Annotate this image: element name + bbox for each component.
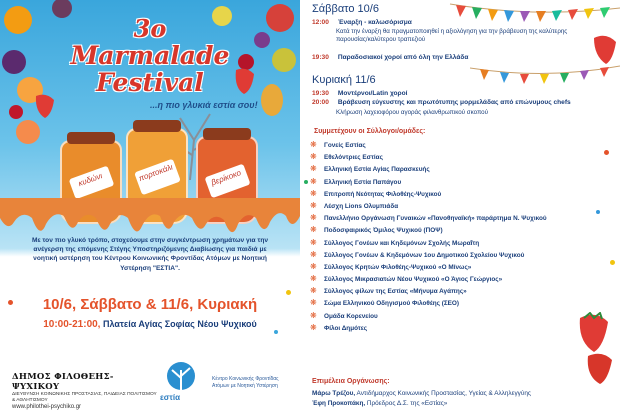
bullet-icon: ❋ (310, 310, 317, 320)
associations-heading: Συμμετέχουν οι Σύλλογοι/ομάδες: (314, 128, 426, 135)
bullet-icon: ❋ (310, 286, 317, 296)
list-item (310, 249, 600, 261)
list-item (310, 212, 600, 224)
program-time: 12:00 (312, 19, 329, 26)
festival-program (300, 0, 620, 414)
festival-time-venue (20, 319, 280, 330)
list-item (310, 273, 600, 285)
strawberry-icon (594, 36, 616, 64)
saturday-heading: Σάββατο 10/6 (312, 3, 379, 15)
association-name: Σύλλογος Γονέων και Κηδεμόνων Σχολής Μωραΐτη (324, 239, 480, 247)
confetti-dot (304, 180, 308, 184)
festival-venue: Πλατεία Αγίας Σοφίας Νέου Ψυχικού (102, 319, 257, 329)
poster-description: Με τον πιο γλυκό τρόπο, στοχεύουμε στην συγκέντρωση χρημάτων για την ανέγερση της επόμενης Στέγης Υποστηριζόμενης Διαβίωσης για παιδιά με νοητική υστέρηση του Κέντρου Κοινωνικής Φροντίδας Ατόμων με Νοητική Υστέρηση "ΕΣΤΙΑ". (31, 237, 269, 272)
confetti-dot (8, 300, 13, 305)
list-item (310, 322, 600, 334)
list-item (310, 200, 600, 212)
confetti-dot (610, 260, 615, 265)
association-name: Σύλλογος Κρητών Φιλοθέης-Ψυχικού «Ο Μίνως» (324, 263, 472, 271)
bullet-icon: ❋ (310, 213, 317, 223)
list-item (310, 237, 600, 249)
bullet-icon: ❋ (310, 261, 317, 271)
municipality-department: ΔΙΕΥΘΥΝΣΗ ΚΟΙΝΩΝΙΚΗΣ ΠΡΟΣΤΑΣΙΑΣ, ΠΑΙΔΕΙΑΣ ΠΟΛΙΤΙΣΜΟΥ & ΑΘΛΗΤΙΣΜΟΥ (12, 392, 157, 403)
association-name: Σύλλογος Γονέων & Κηδεμόνων 1ου Δημοτικού Σχολείου Ψυχικού (324, 251, 525, 259)
municipality-block (12, 372, 160, 410)
bullet-icon: ❋ (310, 188, 317, 198)
bullet-icon: ❋ (310, 237, 317, 247)
organizer-item (312, 390, 531, 398)
program-item (312, 99, 571, 107)
list-item (310, 297, 600, 309)
grape-fruit-icon (254, 32, 270, 48)
list-item (310, 310, 600, 322)
festival-poster (0, 0, 300, 414)
bullet-icon: ❋ (310, 298, 317, 308)
organizer-item (312, 400, 447, 408)
bullet-icon: ❋ (310, 164, 317, 174)
pear-fruit-icon (272, 48, 296, 72)
list-item (310, 285, 600, 297)
municipality-name: ΔΗΜΟΣ ΦΙΛΟΘΕΗΣ-ΨΥΧΙΚΟΥ (12, 372, 114, 392)
list-item (310, 151, 600, 163)
sunday-heading: Κυριακή 11/6 (312, 74, 376, 86)
confetti-dot (274, 330, 278, 334)
jar-label: κυδώνι (68, 166, 113, 199)
bullet-icon: ❋ (310, 322, 317, 332)
organizer-name: Έφη Προκοπάκη, (312, 400, 366, 407)
bullet-icon: ❋ (310, 249, 317, 259)
strawberry-decoration-top (590, 32, 620, 72)
association-name: Ελληνική Εστία Παπάγου (324, 178, 402, 186)
bullet-icon: ❋ (310, 140, 317, 149)
organizer-role: Πρόεδρος Δ.Σ. της «Εστίας» (366, 400, 448, 407)
association-name: Πανελλήνιο Οργάνωση Γυναικών «Πανοθηναϊκή» παράρτημα Ν. Ψυχικού (324, 215, 547, 223)
association-name: Λέσχη Lions Ολυμπιάδα (324, 202, 399, 210)
association-name: Ελληνική Εστία Αγίας Παρασκευής (324, 166, 430, 174)
associations-list (310, 139, 600, 334)
municipality-website[interactable]: www.philothei-psychiko.gr (12, 404, 82, 410)
festival-edition: 3ο (133, 14, 167, 43)
organizer-name: Μάρω Τρέζου, (312, 390, 356, 397)
bullet-icon: ❋ (310, 274, 317, 284)
strawberry-decoration (570, 312, 620, 392)
list-item (310, 163, 600, 175)
festival-dates: 10/6, Σάββατο & 11/6, Κυριακή (42, 296, 258, 313)
confetti-dot (286, 290, 291, 295)
program-item (312, 19, 412, 27)
jar-label: πορτοκάλι (134, 159, 180, 195)
list-item (310, 139, 600, 151)
confetti-dot (596, 210, 600, 214)
list-item (310, 176, 600, 188)
cherry-fruit-icon (9, 105, 23, 119)
bullet-icon: ❋ (310, 225, 317, 235)
festival-name-line2: Festival (96, 68, 204, 97)
confetti-dot (604, 150, 609, 155)
estia-center-name: Κέντρο Κοινωνικής Φροντίδας Ατόμων με Νοητική Υστέρηση (212, 376, 279, 389)
program-event: Βράβευση εύγευστης και πρωτότυπης μορμελάδας από επώνυμους chefs (337, 99, 571, 106)
program-time: 19:30 (312, 90, 329, 97)
list-item (310, 188, 600, 200)
plum-fruit-icon (2, 50, 26, 74)
association-name: Εθελόντριες Εστίας (324, 154, 383, 162)
list-item (310, 224, 600, 236)
program-note: Κλήρωση λαχειοφόρου αγοράς φιλανθρωπικού σκοπού (336, 109, 488, 116)
association-name: Φίλοι Δημότες (324, 324, 368, 332)
association-name: Ποδοσφαιρικός Όμιλος Ψυχικού (ΠΟΨ) (324, 227, 443, 235)
organizers-heading: Επιμέλεια Οργάνωσης: (312, 378, 390, 385)
strawberry-icon (588, 354, 612, 384)
program-time: 19:30 (312, 54, 329, 61)
estia-logo-text: εστία (160, 393, 180, 402)
festival-subtitle: ...η πιο γλυκιά εστία σου! (150, 100, 258, 110)
bullet-icon: ❋ (310, 200, 317, 210)
association-name: Ομάδα Κορενείου (324, 312, 378, 320)
strawberry-icon (580, 315, 608, 352)
festival-title (60, 16, 240, 96)
bullet-icon: ❋ (310, 176, 317, 186)
program-item (312, 90, 408, 98)
festival-hours: 10:00-21:00, (43, 319, 101, 330)
association-name: Σώμα Ελληνικού Οδηγισμού Φιλοθέης (ΣΕΟ) (324, 300, 460, 308)
jar-label: βερίκοκο (204, 164, 250, 198)
list-item (310, 261, 600, 273)
program-note: Κατά την έναρξη θα πραγματοποιηθεί η αξιολόγηση για την βράβευση της καλύτερης παρουσίας/καλύτερου τραπεζιού (336, 28, 568, 43)
association-name: Σύλλογος φίλων της Εστίας «Μήνυμα Αγάπης» (324, 288, 467, 296)
program-event: Παραδοσιακοί χοροί από όλη την Ελλάδα (337, 54, 469, 61)
festival-name-line1: Marmalade (70, 41, 230, 70)
program-item (312, 54, 468, 62)
cherry2-fruit-icon (238, 54, 254, 70)
association-name: Γονείς Εστίας (324, 142, 366, 149)
organizer-role: Αντιδήμαρχος Κοινωνικής Προστασίας, Υγείας & Αλληλεγγύης (356, 390, 531, 397)
association-name: Σύλλογος Μικρασιατών Νέου Ψυχικού «Ο Άγιος Γεώργιος» (324, 276, 503, 284)
program-event: Μοντέρνοι/Latin χοροί (337, 90, 408, 97)
bullet-icon: ❋ (310, 152, 317, 162)
peach-fruit-icon (16, 120, 40, 144)
apple-fruit-icon (266, 4, 294, 32)
orange-fruit-icon (4, 6, 32, 34)
association-name: Επιτροπή Νεότητας Φιλοθέης-Ψυχικού (324, 190, 442, 198)
program-time: 20:00 (312, 99, 329, 106)
program-event: Έναρξη - καλωσόρισμα (337, 19, 412, 26)
